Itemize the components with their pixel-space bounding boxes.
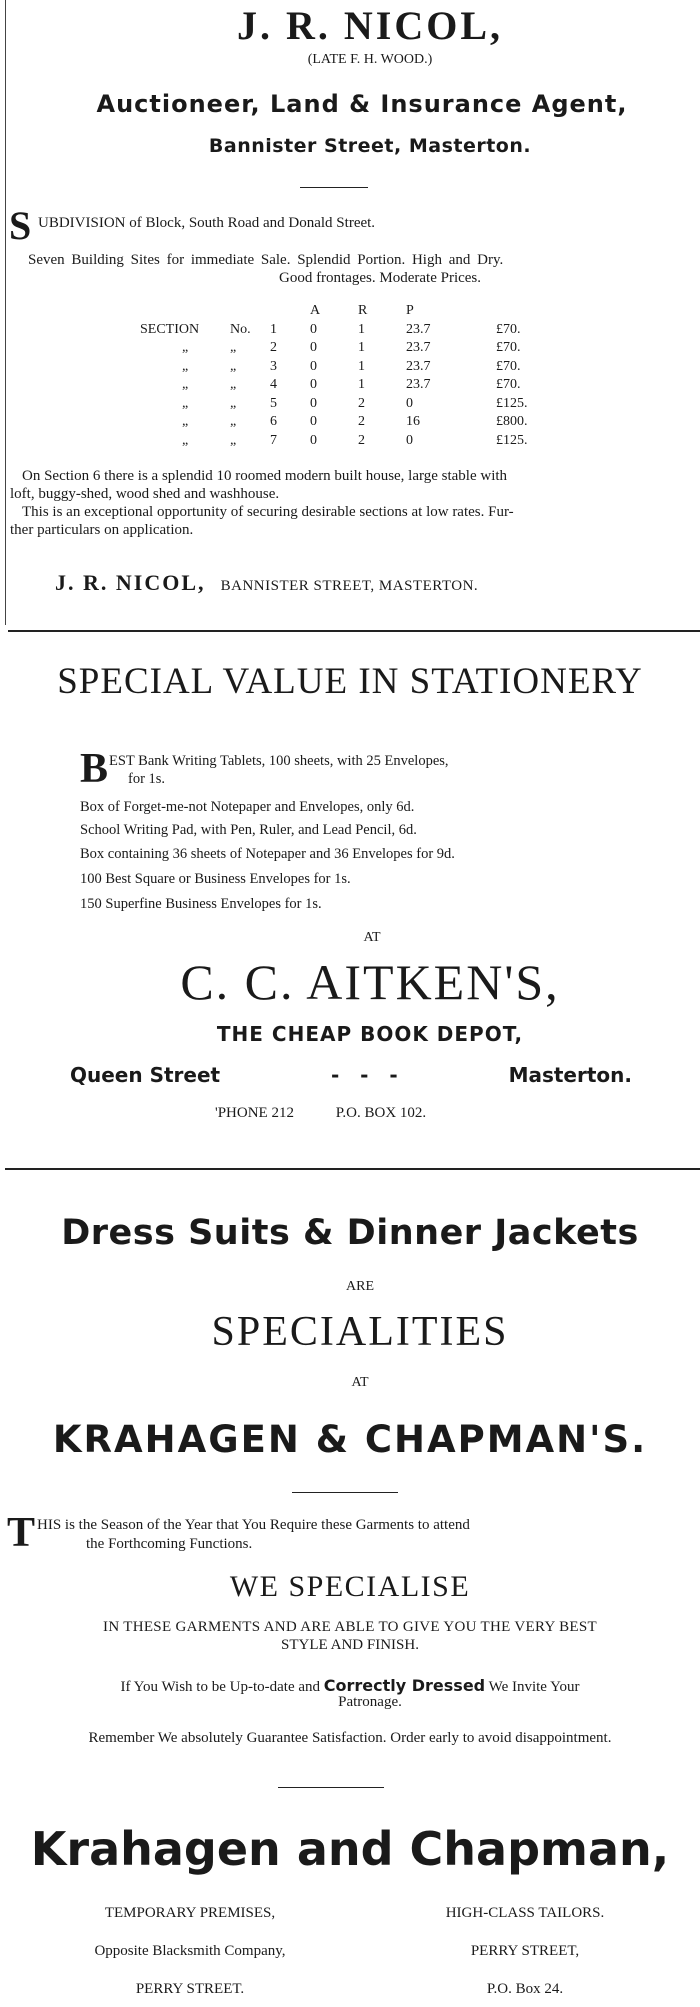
section-cell-p: 16 [406, 414, 420, 429]
section-cell-price: £125. [496, 432, 528, 448]
section-cell-num: 3 [270, 358, 277, 374]
tailors-column [390, 1905, 660, 2007]
premises-column [40, 1905, 340, 2007]
building-sites-line1: Seven Building Sites for immediate Sale. Splendid Portion. High and Dry. [28, 252, 504, 268]
aitken-town: Masterton. [508, 1063, 632, 1087]
dress-suits-headline: Dress Suits & Dinner Jackets [61, 1213, 639, 1253]
sections-table [140, 302, 556, 450]
stationery-item1-line1: EST Bank Writing Tablets, 100 sheets, with 25 Envelopes, [109, 753, 449, 769]
garments-line2: STYLE AND FINISH. [281, 1637, 419, 1653]
nicol-footer [55, 570, 478, 596]
premises-line-3: PERRY STREET. [135, 1981, 245, 1997]
nicol-late-line: (LATE F. H. WOOD.) [307, 52, 433, 67]
nicol-name-heading: J. R. NICOL, [236, 3, 504, 48]
section-cell-price: £800. [496, 414, 528, 429]
section-cell-label: „ [182, 432, 189, 448]
section-cell-label: „ [182, 377, 189, 392]
stationery-item2: Box of Forget-me-not Notepaper and Envelopes, only 6d. [80, 799, 415, 815]
section-cell-num: 4 [270, 377, 277, 392]
sections-table-header [140, 302, 556, 321]
section-cell-a: 0 [310, 414, 317, 429]
subdivision-line: UBDIVISION of Block, South Road and Donald Street. [38, 215, 376, 231]
opportunity-line2: ther particulars on application. [10, 522, 194, 538]
divider-1 [8, 630, 700, 632]
stationery-drop-cap: B [80, 746, 109, 792]
nicol-footer-name: J. R. NICOL, [55, 570, 206, 595]
section-cell-r: 1 [358, 358, 365, 374]
section-cell-price: £70. [496, 377, 521, 392]
acres-header: A [310, 303, 321, 318]
divider-2 [5, 1168, 700, 1170]
aitken-address-row [70, 1063, 632, 1087]
stationery-item1-line2: for 1s. [128, 771, 166, 787]
perches-header: P [406, 303, 414, 318]
section-cell-r: 1 [358, 340, 365, 355]
section-cell-no: „ [230, 414, 237, 429]
section-cell-p: 23.7 [406, 358, 431, 374]
section-cell-no: „ [230, 358, 237, 374]
section-row [140, 413, 556, 432]
section-cell-label: „ [182, 340, 189, 355]
section-cell-a: 0 [310, 340, 317, 355]
aitken-subtitle: THE CHEAP BOOK DEPOT, [216, 1022, 524, 1046]
section-cell-num: 7 [270, 432, 277, 448]
stationery-item3: School Writing Pad, with Pen, Ruler, and Lead Pencil, 6d. [80, 822, 417, 838]
section-cell-r: 2 [358, 414, 365, 429]
aitken-dashes: - - - [330, 1063, 398, 1087]
specialities-heading: SPECIALITIES [211, 1309, 509, 1355]
we-specialise-heading: WE SPECIALISE [229, 1570, 471, 1603]
subdivision-drop-cap: S [9, 203, 32, 248]
correctly-dressed: Correctly Dressed [323, 1676, 486, 1695]
section-cell-r: 1 [358, 321, 365, 337]
krahagen-firm-name: KRAHAGEN & CHAPMAN'S. [52, 1418, 648, 1461]
section-cell-no: „ [230, 432, 237, 448]
section-row [140, 376, 556, 395]
section-cell-no: „ [230, 377, 237, 392]
section-cell-price: £125. [496, 395, 528, 411]
nicol-footer-address: BANNISTER STREET, MASTERTON. [220, 578, 479, 594]
premises-line-1: TEMPORARY PREMISES, [104, 1905, 276, 1921]
section-cell-label: „ [182, 414, 189, 429]
section-cell-num: 5 [270, 395, 277, 411]
section-cell-r: 2 [358, 432, 365, 448]
section-cell-no: „ [230, 340, 237, 355]
section-cell-num: 1 [270, 321, 277, 337]
section-cell-a: 0 [310, 395, 317, 411]
section-cell-r: 1 [358, 377, 365, 392]
nicol-profession: Auctioneer, Land & Insurance Agent, [96, 90, 628, 118]
section-cell-label: „ [182, 358, 189, 374]
opportunity-line1: This is an exceptional opportunity of securing desirable sections at low rates. Fur- [22, 504, 514, 520]
stationery-item6: 150 Superfine Business Envelopes for 1s. [80, 896, 322, 912]
section-cell-label: „ [182, 395, 189, 411]
wish-before: If You Wish to be Up-to-date and [120, 1679, 321, 1695]
section-row [140, 432, 556, 451]
section-cell-p: 23.7 [406, 377, 431, 392]
section6-line1: On Section 6 there is a splendid 10 roomed modern built house, large stable with [22, 468, 508, 484]
krahagen-short-rule-2 [278, 1787, 384, 1788]
section-cell-price: £70. [496, 358, 521, 374]
section-row [140, 358, 556, 377]
building-sites-line2: Good frontages. Moderate Prices. [278, 270, 482, 286]
section-cell-r: 2 [358, 395, 365, 411]
section-cell-p: 23.7 [406, 321, 431, 337]
guarantee-line: Remember We absolutely Guarantee Satisfaction. Order early to avoid disappointment. [88, 1730, 612, 1746]
section-cell-p: 0 [406, 395, 413, 411]
section-cell-a: 0 [310, 432, 317, 448]
stationery-item5: 100 Best Square or Business Envelopes for 1s. [80, 871, 351, 887]
stationery-item4: Box containing 36 sheets of Notepaper and 36 Envelopes for 9d. [80, 846, 455, 862]
section6-line2: loft, buggy-shed, wood shed and washhouse. [10, 486, 280, 502]
krahagen-short-rule-1 [292, 1492, 398, 1493]
section-cell-no: „ [230, 395, 237, 411]
section-cell-num: 2 [270, 340, 277, 355]
premises-line-2: Opposite Blacksmith Company, [94, 1943, 286, 1959]
section-cell-a: 0 [310, 377, 317, 392]
up-to-date-line [0, 1676, 700, 1696]
aitken-pobox: P.O. BOX 102. [335, 1105, 427, 1121]
aitken-phone: 'PHONE 212 [215, 1105, 294, 1121]
aitken-street: Queen Street [70, 1063, 221, 1087]
section-cell-no: No. [230, 321, 251, 337]
aitken-contact-row [215, 1105, 426, 1122]
garments-line1: IN THESE GARMENTS AND ARE ABLE TO GIVE YOU THE VERY BEST [103, 1619, 597, 1635]
tailors-line-3: P.O. Box 24. [486, 1981, 564, 1997]
section-cell-price: £70. [496, 340, 521, 355]
section-cell-price: £70. [496, 321, 521, 337]
section-cell-a: 0 [310, 321, 317, 337]
wish-after: We Invite Your [488, 1679, 580, 1695]
season-line2: the Forthcoming Functions. [86, 1536, 253, 1552]
season-line1: HIS is the Season of the Year that You Require these Garments to attend [37, 1517, 470, 1533]
stationery-heading: SPECIAL VALUE IN STATIONERY [57, 661, 643, 702]
aitken-name: C. C. AITKEN'S, [180, 954, 560, 1010]
section-row [140, 321, 556, 340]
krahagen-big-name: Krahagen and Chapman, [30, 1822, 670, 1876]
krahagen-at: AT [351, 1375, 369, 1390]
patronage-line: Patronage. [338, 1694, 402, 1710]
tailors-line-1: HIGH-CLASS TAILORS. [445, 1905, 605, 1921]
section-cell-label: SECTION [140, 321, 200, 337]
season-drop-cap: T [7, 1510, 36, 1556]
roods-header: R [358, 303, 368, 318]
nicol-short-rule [300, 187, 368, 188]
section-cell-a: 0 [310, 358, 317, 374]
nicol-address: Bannister Street, Masterton. [208, 135, 532, 157]
section-cell-p: 0 [406, 432, 413, 448]
aitken-at: AT [363, 930, 381, 945]
section-cell-p: 23.7 [406, 340, 431, 355]
krahagen-are: ARE [346, 1279, 374, 1294]
section-row [140, 395, 556, 414]
tailors-line-2: PERRY STREET, [470, 1943, 580, 1959]
section-row [140, 339, 556, 358]
section-cell-num: 6 [270, 414, 277, 429]
